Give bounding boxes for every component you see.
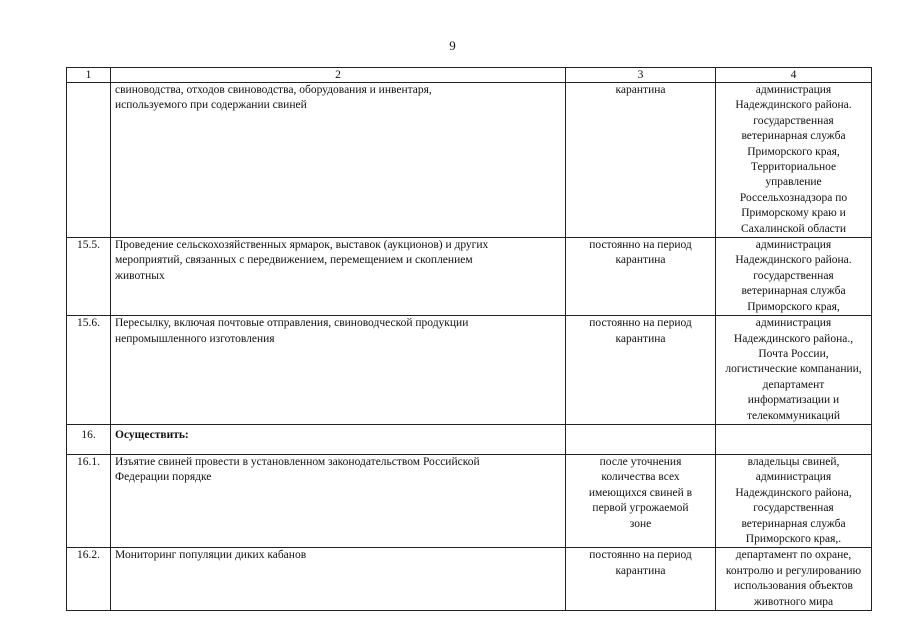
responsible-text-line: использования объектов bbox=[734, 580, 853, 593]
responsible-text-line: контролю и регулированию bbox=[725, 564, 862, 577]
measure-text bbox=[111, 83, 566, 238]
term-text bbox=[566, 238, 716, 316]
term-text-line: зоне bbox=[629, 517, 652, 530]
row-number: 15.5. bbox=[67, 238, 111, 316]
responsible-text-line: Россельхознадзора по bbox=[739, 191, 848, 204]
header-col-4: 4 bbox=[716, 68, 872, 83]
responsible-text-line: государственная bbox=[753, 269, 834, 282]
term-text-line: карантина bbox=[615, 332, 666, 345]
measure-text-line: свиноводства, отходов свиноводства, оборудования и инвентаря, bbox=[115, 84, 432, 96]
term-text bbox=[566, 454, 716, 547]
responsible-text bbox=[716, 83, 872, 238]
responsible-text-line: департамент bbox=[762, 378, 825, 391]
measure-text bbox=[111, 316, 566, 425]
responsible-text-line: Приморского края, bbox=[747, 300, 840, 313]
table-row bbox=[67, 83, 872, 238]
responsible-text-line: департамент по охране, bbox=[735, 549, 852, 562]
responsible-text-line: администрация bbox=[755, 84, 832, 96]
term-text-line: карантина bbox=[615, 254, 666, 267]
responsible-text-line: администрация bbox=[755, 239, 832, 252]
responsible-text bbox=[716, 548, 872, 611]
responsible-text-line: Почта России, bbox=[758, 347, 829, 360]
responsible-text-line: Приморского края,. bbox=[745, 532, 842, 545]
row-number: 16. bbox=[67, 424, 111, 454]
term-text bbox=[566, 316, 716, 425]
table-row bbox=[67, 548, 872, 611]
term-text bbox=[566, 424, 716, 454]
responsible-text bbox=[716, 316, 872, 425]
measure-text-line: Федерации порядке bbox=[115, 471, 212, 484]
page-number: 9 bbox=[449, 38, 456, 53]
responsible-text-line: ветеринарная служба bbox=[741, 130, 846, 143]
responsible-text-line: Надеждинского района, bbox=[735, 486, 852, 499]
measure-text-line: Проведение сельскохозяйственных ярмарок, выставок (аукционов) и других bbox=[115, 239, 489, 252]
row-number: 15.6. bbox=[67, 316, 111, 425]
term-text bbox=[566, 83, 716, 238]
header-col-1: 1 bbox=[67, 68, 111, 83]
row-number bbox=[67, 83, 111, 238]
responsible-text-line: телекоммуникаций bbox=[746, 409, 841, 422]
responsible-text-line: ветеринарная служба bbox=[741, 517, 846, 530]
responsible-text-line: информатизации и bbox=[747, 394, 840, 407]
measure-text bbox=[111, 238, 566, 316]
term-text-line: после уточнения bbox=[599, 455, 682, 468]
responsible-text-line: Надеждинского района., bbox=[733, 332, 854, 345]
measures-table bbox=[66, 67, 872, 611]
responsible-text-line: Сахалинской области bbox=[741, 222, 846, 235]
table-row bbox=[67, 238, 872, 316]
term-text bbox=[566, 548, 716, 611]
measure-text-line: мероприятий, связанных с передвижением, перемещением и скоплением bbox=[115, 254, 473, 267]
term-text-line: карантина bbox=[615, 84, 666, 96]
responsible-text-line: Приморского края, bbox=[747, 145, 840, 158]
responsible-text-line: животного мира bbox=[753, 595, 834, 608]
term-text-line: постоянно на период bbox=[589, 239, 692, 252]
measure-text-line: Изъятие свиней провести в установленном законодательством Российской bbox=[115, 455, 480, 468]
measure-text bbox=[111, 454, 566, 547]
responsible-text-line: владельцы свиней, bbox=[747, 455, 840, 468]
measure-text-line: используемого при содержании свиней bbox=[115, 99, 307, 112]
table-row bbox=[67, 424, 872, 454]
table-header-row bbox=[67, 68, 872, 83]
responsible-text bbox=[716, 454, 872, 547]
table-row bbox=[67, 316, 872, 425]
row-number: 16.2. bbox=[67, 548, 111, 611]
responsible-text bbox=[716, 238, 872, 316]
header-col-3: 3 bbox=[566, 68, 716, 83]
term-text-line: первой угрожаемой bbox=[592, 502, 689, 515]
responsible-text bbox=[716, 424, 872, 454]
measure-text-line: животных bbox=[115, 269, 165, 282]
measure-text bbox=[111, 548, 566, 611]
responsible-text-line: Территориальное bbox=[750, 161, 837, 174]
term-text-line: имеющихся свиней в bbox=[588, 486, 693, 499]
term-text-line: постоянно на период bbox=[589, 317, 692, 330]
term-text-line: количества всех bbox=[601, 471, 680, 484]
responsible-text-line: государственная bbox=[753, 114, 834, 127]
measure-text-line: Мониторинг популяции диких кабанов bbox=[115, 549, 307, 562]
measure-text-line: Пересылку, включая почтовые отправления, свиноводческой продукции bbox=[115, 317, 469, 330]
responsible-text-line: управление bbox=[765, 176, 822, 189]
measure-text-line: Осуществить: bbox=[115, 428, 189, 441]
responsible-text-line: Надеждинского района. bbox=[735, 254, 852, 267]
responsible-text-line: Надеждинского района. bbox=[735, 99, 852, 112]
measure-text bbox=[111, 424, 566, 454]
measure-text-line: непромышленного изготовления bbox=[115, 332, 275, 345]
responsible-text-line: администрация bbox=[755, 317, 832, 330]
table-row bbox=[67, 454, 872, 547]
header-col-2: 2 bbox=[111, 68, 566, 83]
responsible-text-line: администрация bbox=[755, 471, 832, 484]
row-number: 16.1. bbox=[67, 454, 111, 547]
term-text-line: постоянно на период bbox=[589, 549, 692, 562]
responsible-text-line: государственная bbox=[753, 502, 834, 515]
responsible-text-line: Приморскому краю и bbox=[741, 207, 846, 220]
term-text-line: карантина bbox=[615, 564, 666, 577]
responsible-text-line: ветеринарная служба bbox=[741, 285, 846, 298]
responsible-text-line: логистические компанании, bbox=[725, 363, 862, 376]
